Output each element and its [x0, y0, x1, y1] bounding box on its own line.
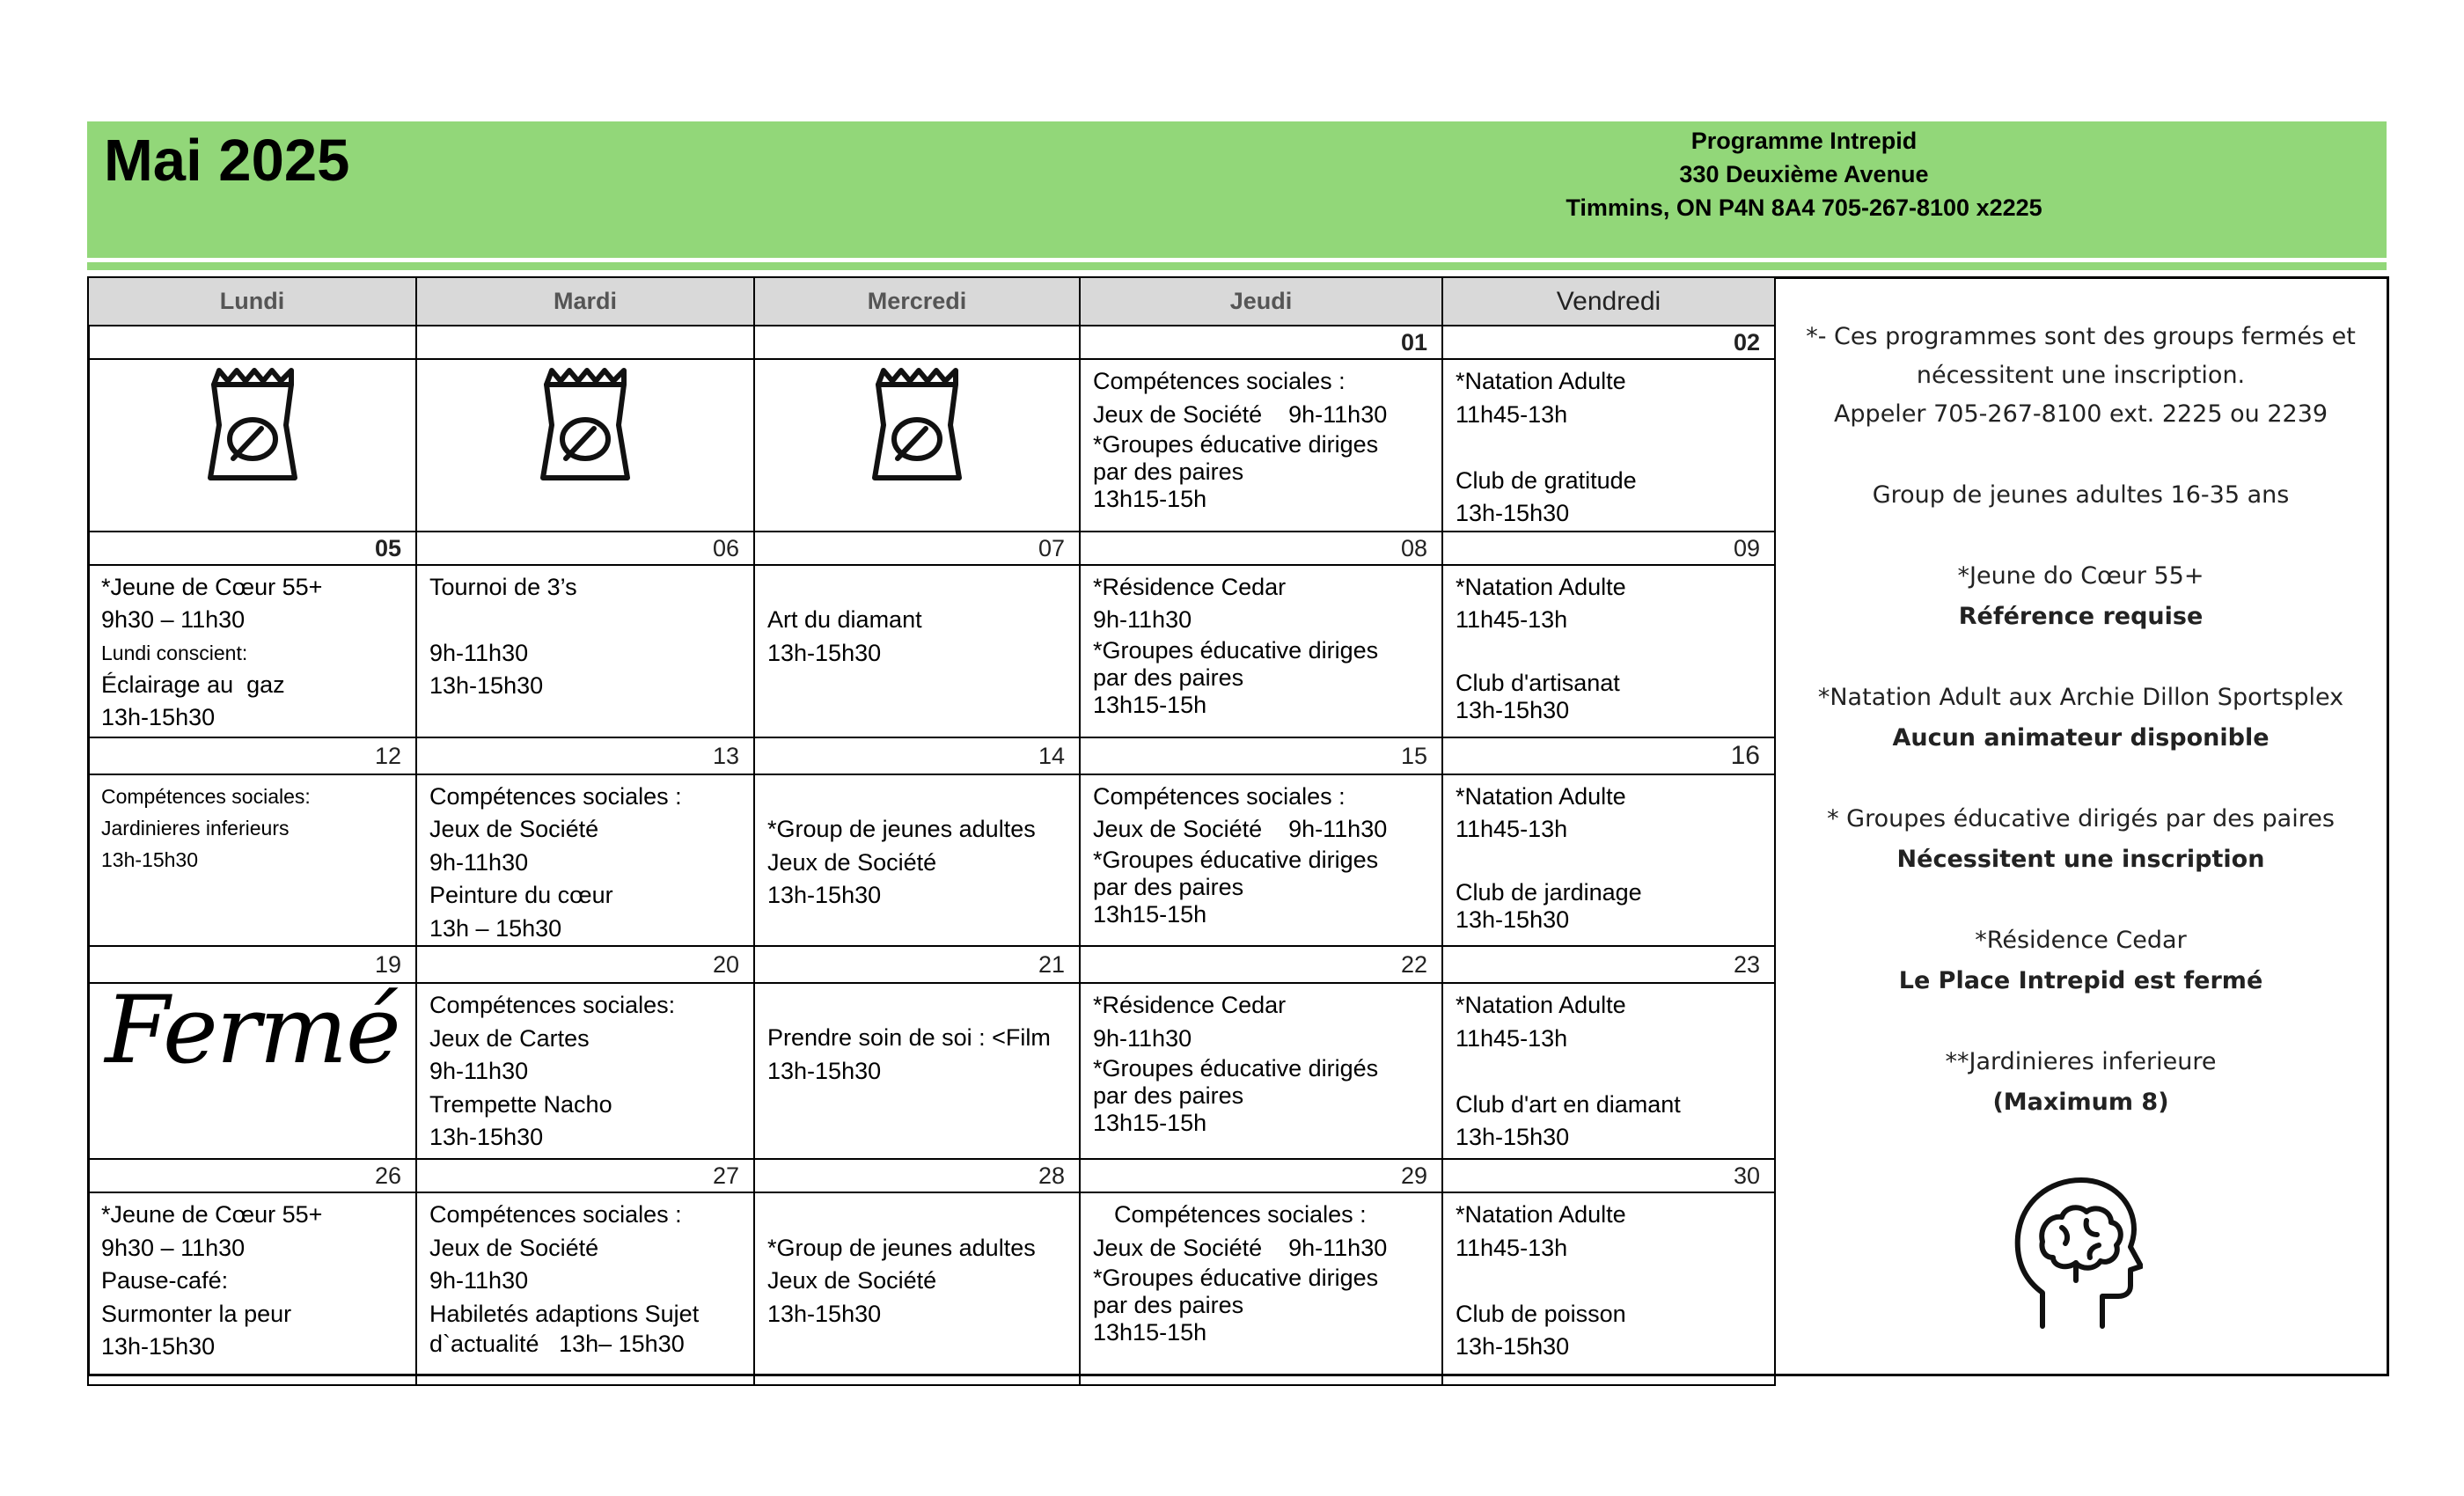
day-number: 12	[88, 737, 416, 774]
event-line: Compétences sociales :	[1093, 782, 1346, 810]
event-line: par des paires	[1093, 664, 1244, 691]
event-line: 13h15-15h	[1093, 900, 1207, 928]
event-line: Compétences sociales :	[429, 782, 682, 810]
day-cell	[1442, 359, 1775, 532]
day-cell	[416, 359, 754, 532]
event-line: Lundi conscient:	[101, 641, 248, 664]
event-line: Pause-café:	[101, 1267, 229, 1294]
event-line: Éclairage au gaz	[101, 671, 285, 698]
event-line: Jardinieres inferieurs	[101, 816, 290, 840]
closed-label: Fermé	[105, 983, 400, 1084]
event-line: Jeux de Cartes	[429, 1024, 590, 1052]
day-cell	[1442, 983, 1775, 1159]
day-number	[416, 326, 754, 359]
note-text: **Jardinieres inferieure	[1945, 1048, 2217, 1075]
note-text: *Résidence Cedar	[1975, 927, 2187, 954]
day-number: 06	[416, 532, 754, 565]
event-line: 13h15-15h	[1093, 1110, 1207, 1136]
seed-bag-icon	[536, 360, 634, 483]
event-line: 13h-15h30	[1456, 697, 1570, 723]
event-line: 13h-15h30	[767, 1057, 882, 1084]
date-row	[88, 737, 1775, 774]
org-name: Programme Intrepid	[1690, 128, 1918, 154]
day-cell	[1442, 774, 1775, 947]
event-line: *Résidence Cedar	[1093, 573, 1287, 600]
event-line: *Group de jeunes adultes	[767, 1234, 1036, 1261]
weekday-header: Lundi	[88, 277, 416, 326]
day-cell	[754, 774, 1080, 947]
event-line: Jeux de Société	[767, 1267, 937, 1294]
event-line: Trempette Nacho	[429, 1090, 612, 1118]
event-row	[88, 1192, 1775, 1385]
event-line: 13h-15h30	[101, 847, 198, 871]
header-divider	[87, 262, 2387, 270]
event-line: 13h – 15h30	[429, 914, 562, 942]
day-number: 26	[88, 1159, 416, 1192]
day-cell	[1442, 565, 1775, 737]
event-line: par des paires	[1093, 1082, 1244, 1109]
event-line: 11h45-13h	[1456, 1024, 1568, 1052]
event-line: Prendre soin de soi : <Film	[767, 1024, 1051, 1051]
event-line: 13h-15h30	[767, 1300, 882, 1327]
event-line: 9h-11h30	[1093, 606, 1192, 633]
event-line: par des paires	[1093, 1292, 1244, 1318]
day-cell	[754, 1192, 1080, 1385]
day-number: 13	[416, 737, 754, 774]
weekday-header: Mercredi	[754, 277, 1080, 326]
day-cell	[88, 359, 416, 532]
event-line: Surmonter la peur	[101, 1300, 292, 1327]
event-line: *Natation Adulte	[1456, 573, 1626, 600]
event-line: 9h30 – 11h30	[101, 1234, 246, 1261]
event-line: Club de jardinage	[1456, 879, 1642, 906]
event-line: *Groupes éducative diriges	[1093, 846, 1379, 873]
notes-panel	[1775, 317, 2387, 1123]
event-line: 13h-15h30	[101, 1333, 216, 1360]
event-line: 13h-15h30	[1456, 1124, 1570, 1150]
event-line: 13h-15h30	[429, 1124, 544, 1150]
event-row	[88, 774, 1775, 947]
day-number: 14	[754, 737, 1080, 774]
note-text: *- Ces programmes sont des groups fermés et	[1806, 323, 2356, 350]
event-line: 13h-15h30	[1456, 1333, 1570, 1360]
event-line: *Groupes éducative diriges	[1093, 431, 1379, 458]
brain-head-icon	[2011, 1175, 2143, 1333]
page-title: Mai 2025	[104, 128, 350, 194]
event-line: *Natation Adulte	[1456, 782, 1626, 810]
day-cell	[754, 359, 1080, 532]
event-line: 13h-15h30	[767, 639, 882, 666]
event-line: par des paires	[1093, 458, 1244, 485]
note-text: Group de jeunes adultes 16-35 ans	[1872, 481, 2290, 509]
note-text: *Natation Adult aux Archie Dillon Sportsplex	[1817, 684, 2344, 711]
calendar-table	[87, 276, 1776, 1386]
event-line: Jeux de Société	[429, 816, 599, 842]
day-number: 08	[1080, 532, 1442, 565]
day-cell	[1080, 1192, 1442, 1385]
event-line: Club de gratitude	[1456, 466, 1637, 494]
day-cell	[416, 565, 754, 737]
event-line: Jeux de Société 9h-11h30	[1093, 816, 1388, 842]
event-line: 11h45-13h	[1456, 400, 1568, 428]
day-number: 30	[1442, 1159, 1775, 1192]
weekday-header: Vendredi	[1442, 277, 1775, 326]
day-cell	[88, 1192, 416, 1385]
event-line: 13h15-15h	[1093, 691, 1207, 718]
day-cell	[754, 983, 1080, 1159]
event-line: *Natation Adulte	[1456, 368, 1626, 394]
event-line: 13h15-15h	[1093, 1319, 1207, 1346]
note-emphasis: Nécessitent une inscription	[1896, 846, 2265, 873]
note-emphasis: Aucun animateur disponible	[1892, 724, 2270, 752]
seed-bag-icon	[203, 360, 302, 483]
event-line: 11h45-13h	[1456, 1234, 1568, 1261]
day-number: 01	[1080, 326, 1442, 359]
event-row	[88, 359, 1775, 532]
note-text: Appeler 705-267-8100 ext. 2225 ou 2239	[1833, 400, 2328, 428]
event-line: 13h-15h30	[1456, 906, 1570, 933]
day-cell	[416, 774, 754, 947]
event-line: 9h-11h30	[429, 639, 529, 666]
day-number: 29	[1080, 1159, 1442, 1192]
day-number: 15	[1080, 737, 1442, 774]
event-line: 11h45-13h	[1456, 606, 1568, 633]
note-text: *Jeune do Cœur 55+	[1957, 562, 2204, 590]
day-number: 23	[1442, 946, 1775, 983]
note-emphasis: (Maximum 8)	[1992, 1089, 2169, 1116]
event-line: Club d'artisanat	[1456, 670, 1620, 696]
day-number: 16	[1442, 737, 1775, 774]
org-info	[1426, 124, 2182, 224]
event-line: Compétences sociales :	[1093, 368, 1346, 394]
day-number: 19	[88, 946, 416, 983]
day-cell	[416, 1192, 754, 1385]
event-line: Art du diamant	[767, 606, 922, 633]
org-city-phone: Timmins, ON P4N 8A4 705-267-8100 x2225	[1566, 194, 2042, 221]
event-line: Compétences sociales :	[1114, 1201, 1367, 1228]
day-cell	[1080, 983, 1442, 1159]
event-line: 9h30 – 11h30	[101, 606, 246, 633]
day-number	[754, 326, 1080, 359]
event-line: Tournoi de 3’s	[429, 573, 577, 600]
event-line: Jeux de Société 9h-11h30	[1093, 400, 1388, 428]
event-line: Compétences sociales :	[429, 1201, 682, 1228]
day-cell	[88, 983, 416, 1159]
event-line: Peinture du cœur	[429, 882, 613, 908]
event-line: *Résidence Cedar	[1093, 992, 1287, 1018]
event-line: *Group de jeunes adultes	[767, 816, 1036, 842]
event-line: 11h45-13h	[1456, 816, 1568, 842]
event-row	[88, 565, 1775, 737]
note-emphasis: Référence requise	[1958, 603, 2204, 630]
weekday-header: Mardi	[416, 277, 754, 326]
date-row	[88, 1159, 1775, 1192]
event-line: Club de poisson	[1456, 1300, 1626, 1327]
org-address: 330 Deuxième Avenue	[1679, 161, 1929, 187]
day-cell	[88, 565, 416, 737]
day-number	[88, 326, 416, 359]
event-line: Habiletés adaptions Sujet	[429, 1300, 700, 1327]
event-line: Compétences sociales:	[429, 992, 676, 1018]
day-cell	[1080, 565, 1442, 737]
note-text: * Groupes éducative dirigés par des paires	[1827, 805, 2335, 832]
event-line: *Groupes éducative diriges	[1093, 636, 1379, 664]
seed-bag-icon	[868, 360, 966, 483]
event-line: 9h-11h30	[429, 1058, 529, 1084]
event-line: 9h-11h30	[429, 848, 529, 876]
event-line: par des paires	[1093, 873, 1244, 900]
event-line: Jeux de Société	[767, 848, 937, 876]
day-number: 09	[1442, 532, 1775, 565]
event-line: 13h-15h30	[101, 704, 216, 730]
day-number: 27	[416, 1159, 754, 1192]
event-line: d`actualité 13h– 15h30	[429, 1331, 685, 1357]
event-line: 13h-15h30	[767, 882, 882, 908]
event-line: Compétences sociales:	[101, 784, 311, 808]
event-line: *Natation Adulte	[1456, 1201, 1626, 1228]
event-line: *Groupes éducative dirigés	[1093, 1055, 1379, 1082]
event-line: 9h-11h30	[429, 1267, 529, 1294]
event-line: 13h-15h30	[429, 672, 544, 699]
event-line: Club d'art en diamant	[1456, 1090, 1681, 1118]
day-cell	[416, 983, 754, 1159]
event-line: 13h-15h30	[1456, 500, 1570, 526]
weekday-header: Jeudi	[1080, 277, 1442, 326]
event-line: *Natation Adulte	[1456, 992, 1626, 1018]
note-text: nécessitent une inscription.	[1916, 362, 2246, 389]
date-row	[88, 532, 1775, 565]
event-line: Jeux de Société 9h-11h30	[1093, 1234, 1388, 1261]
day-number: 20	[416, 946, 754, 983]
date-row	[88, 326, 1775, 359]
event-line: *Jeune de Cœur 55+	[101, 573, 323, 600]
event-line: 13h15-15h	[1093, 486, 1207, 512]
day-cell	[1080, 774, 1442, 947]
event-line: 9h-11h30	[1093, 1024, 1192, 1052]
day-number: 02	[1442, 326, 1775, 359]
day-cell	[1080, 359, 1442, 532]
weekday-header-row	[88, 277, 1775, 326]
event-line: *Jeune de Cœur 55+	[101, 1201, 323, 1228]
day-number: 22	[1080, 946, 1442, 983]
event-row	[88, 983, 1775, 1159]
day-number: 05	[88, 532, 416, 565]
day-cell	[754, 565, 1080, 737]
event-line: *Groupes éducative diriges	[1093, 1265, 1379, 1291]
day-cell	[1442, 1192, 1775, 1385]
day-number: 28	[754, 1159, 1080, 1192]
date-row	[88, 946, 1775, 983]
event-line: Jeux de Société	[429, 1234, 599, 1261]
note-emphasis: Le Place Intrepid est fermé	[1898, 967, 2263, 994]
day-number: 21	[754, 946, 1080, 983]
day-number: 07	[754, 532, 1080, 565]
day-cell	[88, 774, 416, 947]
